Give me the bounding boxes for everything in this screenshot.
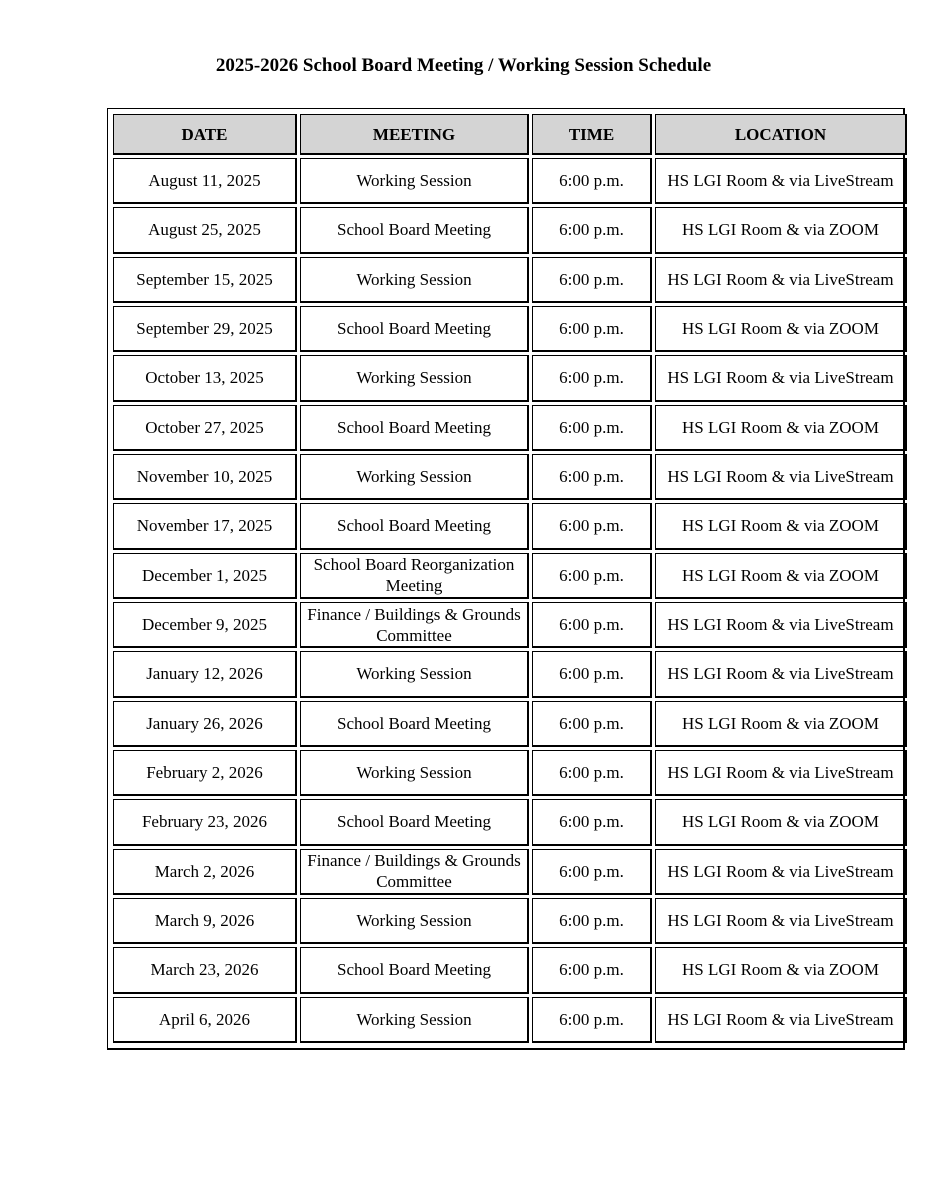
table-row [113, 602, 907, 648]
page-title-text: 2025-2026 School Board Meeting / Working Session Schedule [215, 55, 712, 76]
location-cell: HS LGI Room & via LiveStream [655, 997, 907, 1043]
time-cell: 6:00 p.m. [532, 701, 652, 747]
time-cell: 6:00 p.m. [532, 651, 652, 697]
table-header-row [113, 114, 907, 155]
location-cell: HS LGI Room & via ZOOM [655, 701, 907, 747]
meeting-cell: School Board Reorganization Meeting [300, 553, 529, 599]
date-cell: November 10, 2025 [113, 454, 297, 500]
date-cell: February 2, 2026 [113, 750, 297, 796]
time-cell: 6:00 p.m. [532, 750, 652, 796]
column-header-time: TIME [532, 114, 652, 155]
meeting-cell: School Board Meeting [300, 405, 529, 451]
time-cell: 6:00 p.m. [532, 158, 652, 204]
table-row [113, 454, 907, 500]
time-cell: 6:00 p.m. [532, 454, 652, 500]
table-row [113, 947, 907, 993]
time-cell: 6:00 p.m. [532, 553, 652, 599]
location-cell: HS LGI Room & via ZOOM [655, 503, 907, 549]
time-cell: 6:00 p.m. [532, 997, 652, 1043]
meeting-cell: School Board Meeting [300, 947, 529, 993]
date-cell: March 2, 2026 [113, 849, 297, 895]
time-cell: 6:00 p.m. [532, 207, 652, 253]
time-cell: 6:00 p.m. [532, 799, 652, 845]
table-row [113, 207, 907, 253]
meeting-cell: Working Session [300, 257, 529, 303]
date-cell: October 27, 2025 [113, 405, 297, 451]
time-cell: 6:00 p.m. [532, 257, 652, 303]
table-row [113, 405, 907, 451]
table-row [113, 997, 907, 1043]
time-cell: 6:00 p.m. [532, 602, 652, 648]
column-header-location: LOCATION [655, 114, 907, 155]
time-cell: 6:00 p.m. [532, 355, 652, 401]
date-cell: January 26, 2026 [113, 701, 297, 747]
table-row [113, 849, 907, 895]
location-cell: HS LGI Room & via LiveStream [655, 750, 907, 796]
date-cell: January 12, 2026 [113, 651, 297, 697]
column-header-meeting: MEETING [300, 114, 529, 155]
date-cell: December 1, 2025 [113, 553, 297, 599]
table-row [113, 503, 907, 549]
meeting-cell: School Board Meeting [300, 799, 529, 845]
location-cell: HS LGI Room & via LiveStream [655, 849, 907, 895]
date-cell: September 29, 2025 [113, 306, 297, 352]
meeting-cell: Finance / Buildings & Grounds Committee [300, 849, 529, 895]
table-row [113, 553, 907, 599]
location-cell: HS LGI Room & via LiveStream [655, 158, 907, 204]
location-cell: HS LGI Room & via ZOOM [655, 306, 907, 352]
location-cell: HS LGI Room & via LiveStream [655, 257, 907, 303]
column-header-date: DATE [113, 114, 297, 155]
location-cell: HS LGI Room & via ZOOM [655, 207, 907, 253]
location-cell: HS LGI Room & via LiveStream [655, 454, 907, 500]
schedule-table [110, 111, 910, 1046]
location-cell: HS LGI Room & via ZOOM [655, 947, 907, 993]
table-row [113, 651, 907, 697]
page-title [0, 55, 927, 77]
table-row [113, 306, 907, 352]
date-cell: April 6, 2026 [113, 997, 297, 1043]
date-cell: September 15, 2025 [113, 257, 297, 303]
location-cell: HS LGI Room & via LiveStream [655, 602, 907, 648]
location-cell: HS LGI Room & via ZOOM [655, 553, 907, 599]
meeting-cell: Working Session [300, 651, 529, 697]
date-cell: August 11, 2025 [113, 158, 297, 204]
meeting-cell: School Board Meeting [300, 207, 529, 253]
table-row [113, 898, 907, 944]
meeting-cell: Working Session [300, 898, 529, 944]
meeting-cell: Working Session [300, 355, 529, 401]
date-cell: December 9, 2025 [113, 602, 297, 648]
meeting-cell: Working Session [300, 997, 529, 1043]
meeting-cell: Working Session [300, 158, 529, 204]
schedule-table-body [113, 158, 907, 1043]
time-cell: 6:00 p.m. [532, 503, 652, 549]
meeting-cell: Finance / Buildings & Grounds Committee [300, 602, 529, 648]
time-cell: 6:00 p.m. [532, 849, 652, 895]
meeting-cell: School Board Meeting [300, 306, 529, 352]
location-cell: HS LGI Room & via LiveStream [655, 651, 907, 697]
meeting-cell: Working Session [300, 454, 529, 500]
time-cell: 6:00 p.m. [532, 898, 652, 944]
meeting-cell: Working Session [300, 750, 529, 796]
date-cell: March 23, 2026 [113, 947, 297, 993]
meeting-cell: School Board Meeting [300, 503, 529, 549]
table-row [113, 257, 907, 303]
table-row [113, 750, 907, 796]
table-row [113, 158, 907, 204]
time-cell: 6:00 p.m. [532, 405, 652, 451]
schedule-table-frame [107, 108, 905, 1050]
location-cell: HS LGI Room & via LiveStream [655, 898, 907, 944]
date-cell: February 23, 2026 [113, 799, 297, 845]
date-cell: November 17, 2025 [113, 503, 297, 549]
location-cell: HS LGI Room & via ZOOM [655, 405, 907, 451]
meeting-cell: School Board Meeting [300, 701, 529, 747]
table-row [113, 701, 907, 747]
date-cell: October 13, 2025 [113, 355, 297, 401]
location-cell: HS LGI Room & via ZOOM [655, 799, 907, 845]
table-row [113, 799, 907, 845]
location-cell: HS LGI Room & via LiveStream [655, 355, 907, 401]
time-cell: 6:00 p.m. [532, 947, 652, 993]
date-cell: August 25, 2025 [113, 207, 297, 253]
time-cell: 6:00 p.m. [532, 306, 652, 352]
table-row [113, 355, 907, 401]
date-cell: March 9, 2026 [113, 898, 297, 944]
